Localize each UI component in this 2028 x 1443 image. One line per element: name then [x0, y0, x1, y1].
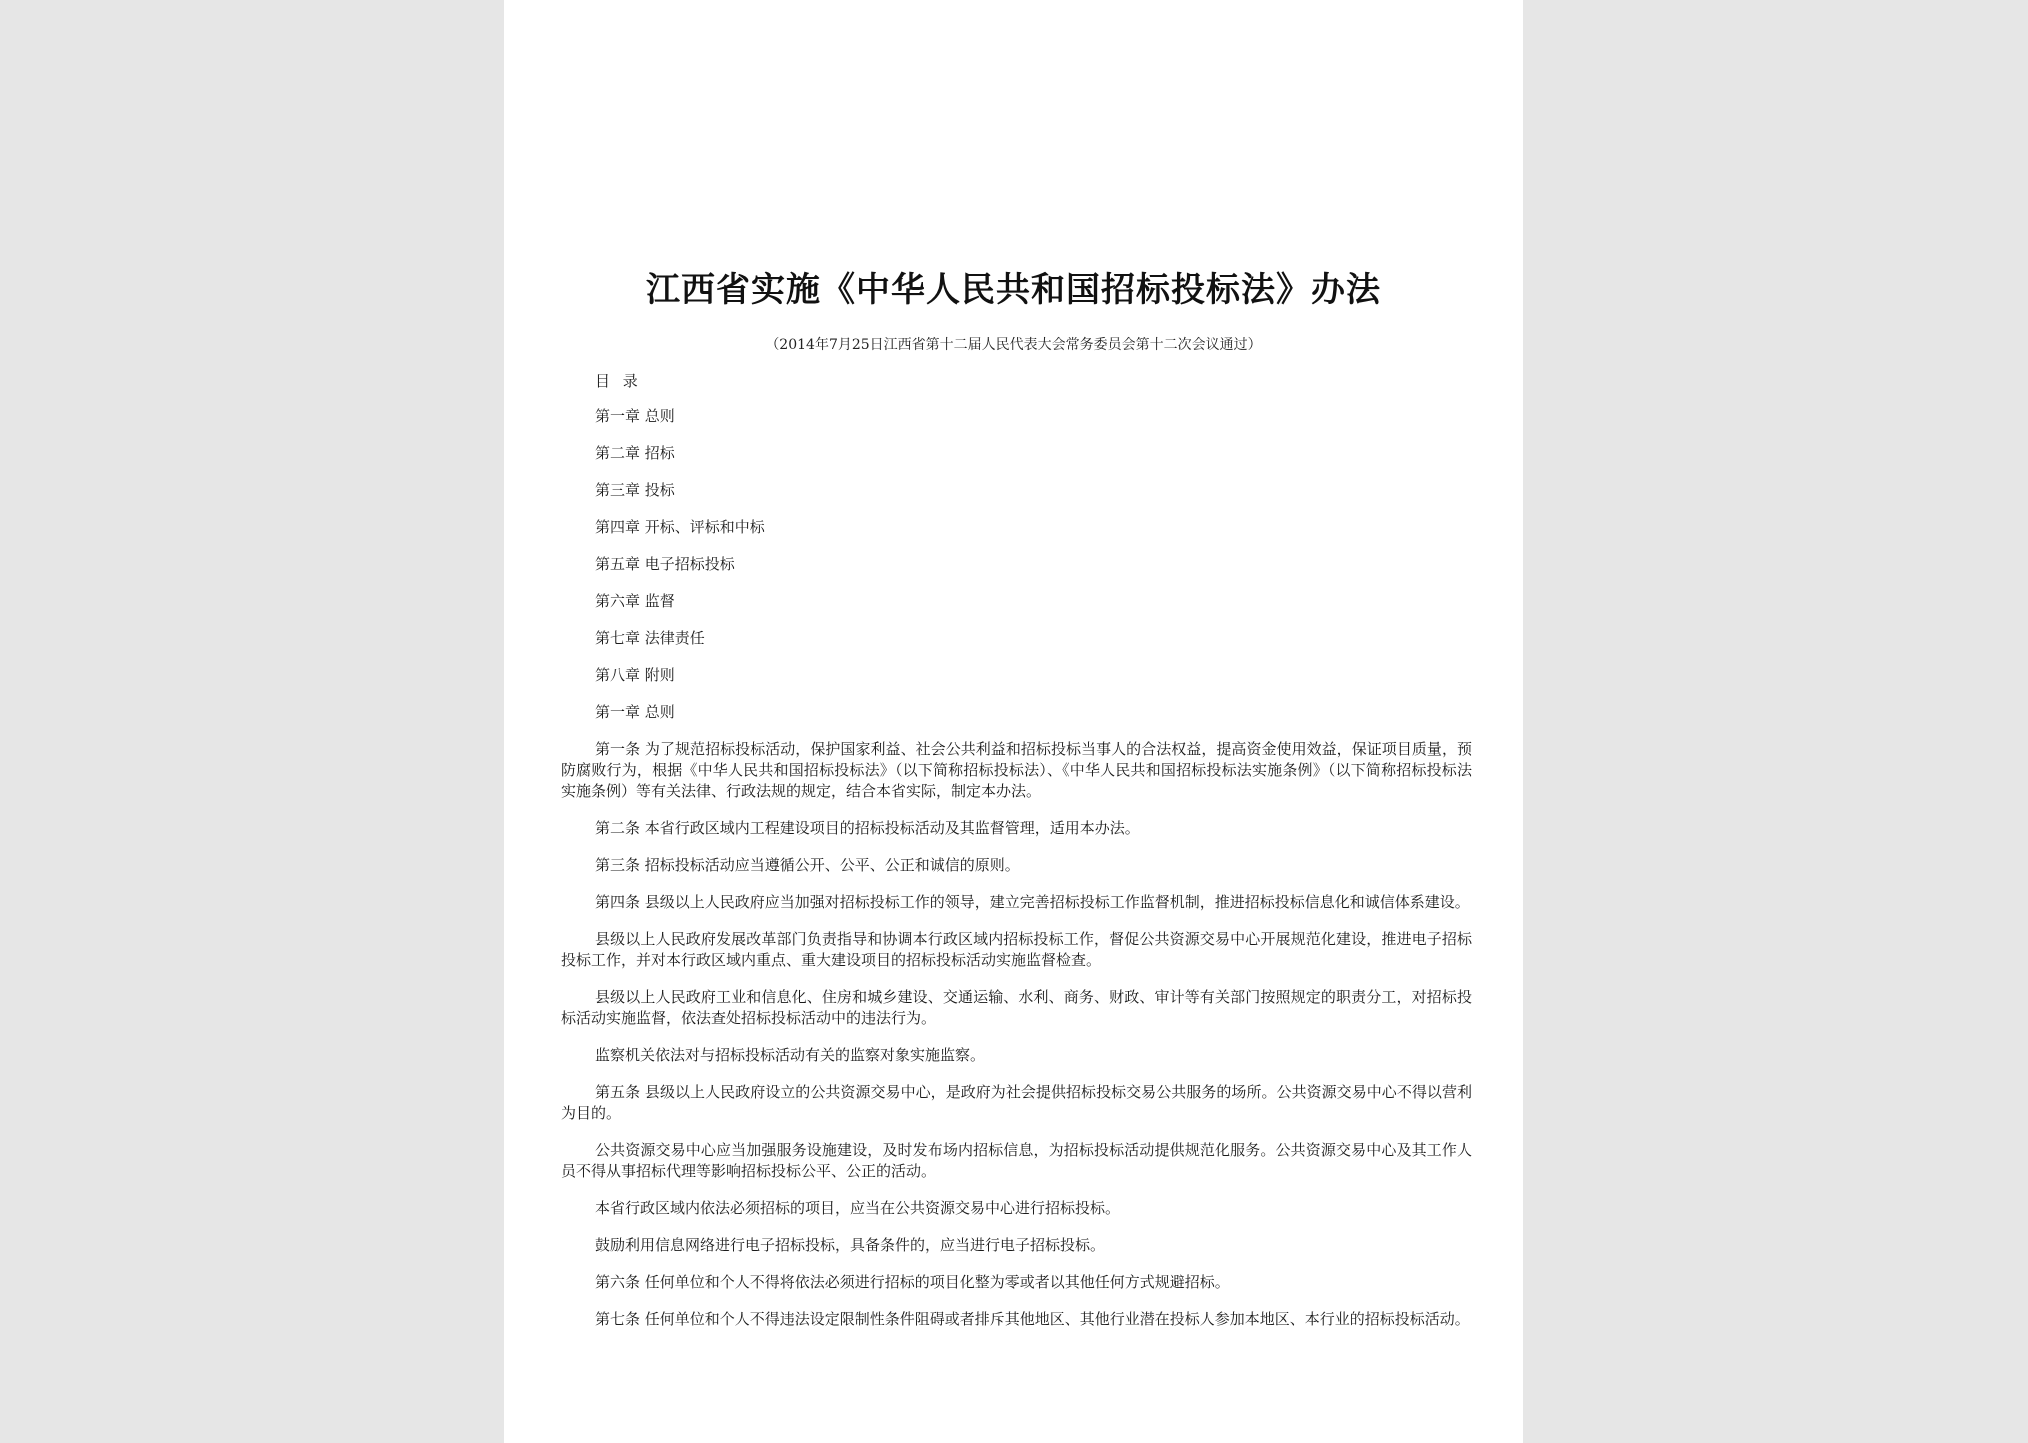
document-page: [504, 0, 1523, 1443]
article-3: 第三条 招标投标活动应当遵循公开、公平、公正和诚信的原则。: [595, 856, 1020, 874]
toc-item: 第四章 开标、评标和中标: [595, 518, 765, 536]
article-1: 第一条 为了规范招标投标活动，保护国家利益、社会公共利益和招标投标当事人的合法权益，提高资金使用效益，保证项目质量，预防腐败行为，根据《中华人民共和国招标投标法》（以下简称招标投标法）、《中华人民共和国招标投标法实施条例》（以下简称招标投标法实施条例）等有关法律、行政法规的规定，结合本省实际，制定本办法。: [561, 740, 1472, 800]
document-title: 江西省实施《中华人民共和国招标投标法》办法: [646, 270, 1381, 310]
article-4: 第四条 县级以上人民政府应当加强对招标投标工作的领导，建立完善招标投标工作监督机制，推进招标投标信息化和诚信体系建设。: [595, 893, 1470, 911]
article-4-paragraph-3: 县级以上人民政府工业和信息化、住房和城乡建设、交通运输、水利、商务、财政、审计等有关部门按照规定的职责分工，对招标投标活动实施监督，依法查处招标投标活动中的违法行为。: [561, 988, 1472, 1027]
toc-item: 第一章 总则: [595, 407, 675, 425]
article-7: 第七条 任何单位和个人不得违法设定限制性条件阻碍或者排斥其他地区、其他行业潜在投标人参加本地区、本行业的招标投标活动。: [595, 1310, 1470, 1328]
document-body: [561, 739, 1472, 1346]
toc-item: 第三章 投标: [595, 481, 675, 499]
article-4-paragraph-2: 县级以上人民政府发展改革部门负责指导和协调本行政区域内招标投标工作，督促公共资源交易中心开展规范化建设，推进电子招标投标工作，并对本行政区域内重点、重大建设项目的招标投标活动实施监督检查。: [561, 930, 1472, 969]
article-2: 第二条 本省行政区域内工程建设项目的招标投标活动及其监督管理，适用本办法。: [595, 819, 1140, 837]
table-of-contents: [595, 406, 765, 739]
article-5-paragraph-3: 本省行政区域内依法必须招标的项目，应当在公共资源交易中心进行招标投标。: [595, 1199, 1121, 1217]
toc-item: 第七章 法律责任: [595, 629, 705, 647]
chapter-heading: 第一章 总则: [595, 703, 675, 721]
document-subtitle: （2014年7月25日江西省第十二届人民代表大会常务委员会第十二次会议通过）: [765, 337, 1262, 353]
toc-item: 第二章 招标: [595, 444, 675, 462]
toc-item: 第八章 附则: [595, 666, 675, 684]
article-5: 第五条 县级以上人民政府设立的公共资源交易中心，是政府为社会提供招标投标交易公共服务的场所。公共资源交易中心不得以营利为目的。: [561, 1083, 1472, 1122]
article-5-paragraph-4: 鼓励利用信息网络进行电子招标投标，具备条件的，应当进行电子招标投标。: [595, 1236, 1106, 1254]
toc-heading: 目 录: [595, 372, 642, 390]
article-4-paragraph-4: 监察机关依法对与招标投标活动有关的监察对象实施监察。: [595, 1046, 986, 1064]
article-6: 第六条 任何单位和个人不得将依法必须进行招标的项目化整为零或者以其他任何方式规避招标。: [595, 1273, 1230, 1291]
article-5-paragraph-2: 公共资源交易中心应当加强服务设施建设，及时发布场内招标信息，为招标投标活动提供规范化服务。公共资源交易中心及其工作人员不得从事招标代理等影响招标投标公平、公正的活动。: [561, 1141, 1472, 1180]
toc-item: 第六章 监督: [595, 592, 675, 610]
toc-item: 第五章 电子招标投标: [595, 555, 735, 573]
